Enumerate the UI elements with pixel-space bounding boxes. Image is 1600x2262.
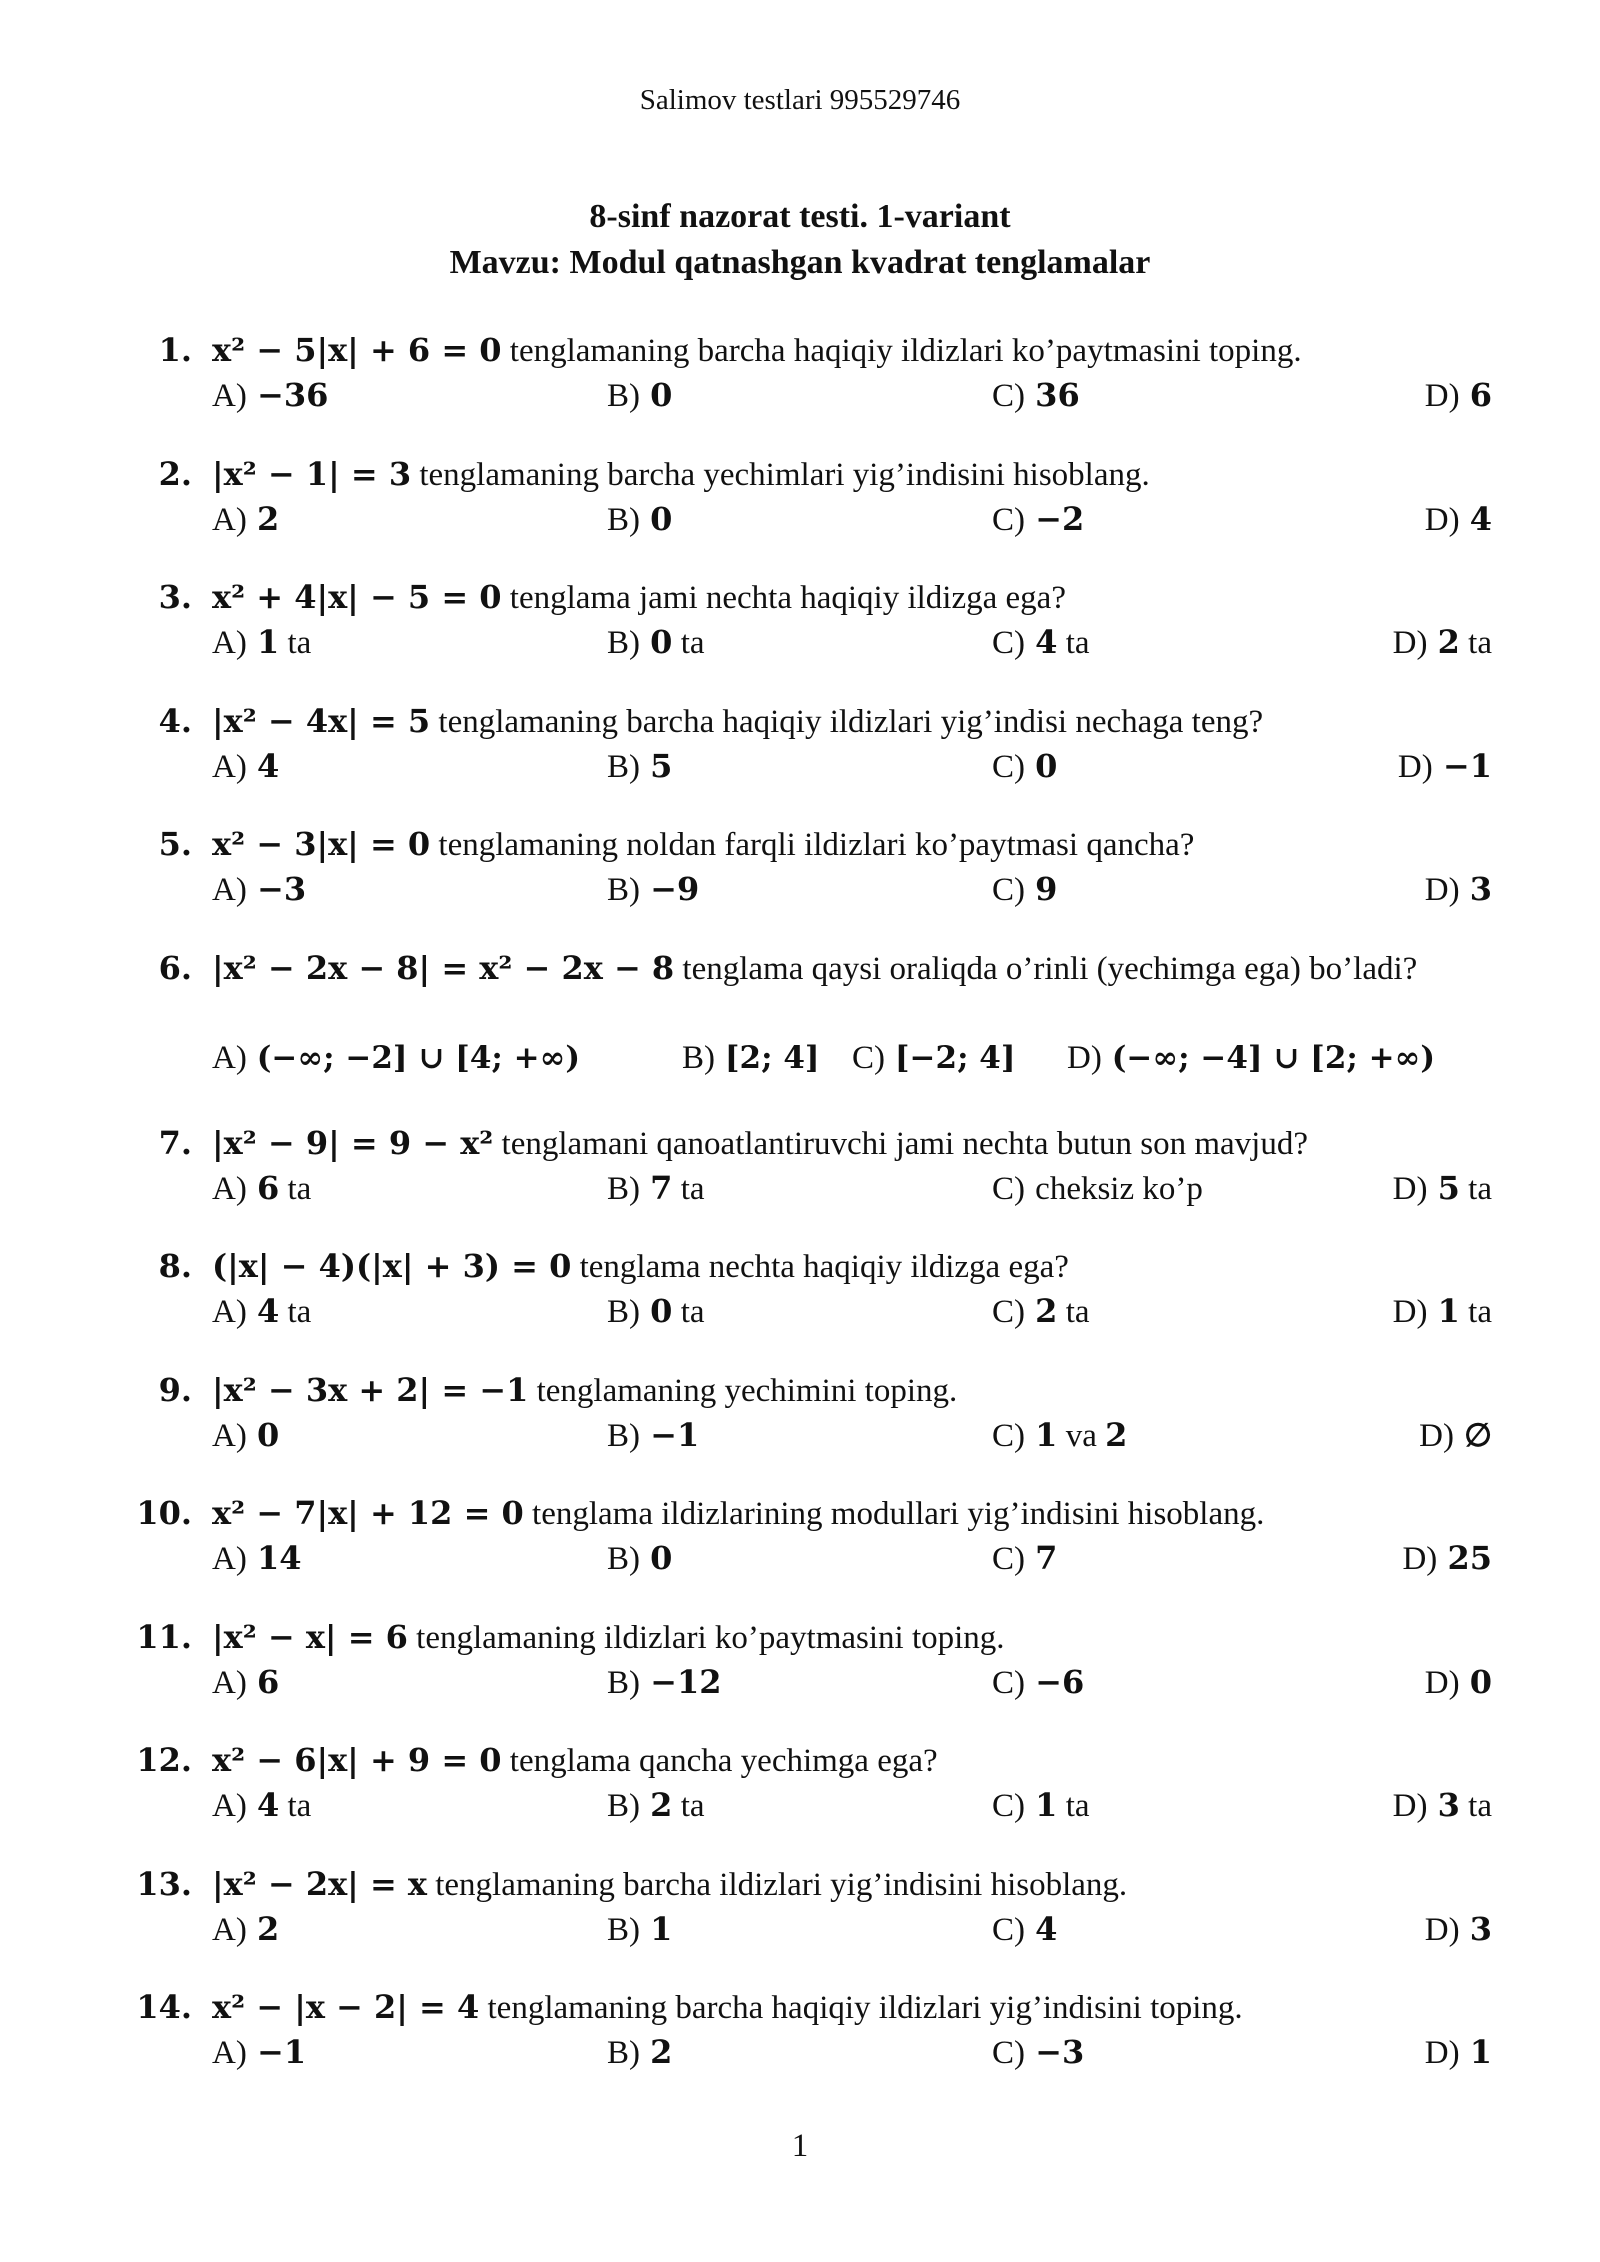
option-suffix: ta bbox=[1459, 1170, 1492, 1207]
answer-option-d[interactable] bbox=[1398, 744, 1492, 789]
answer-options bbox=[212, 867, 1492, 911]
option-value: 25 bbox=[1447, 1539, 1492, 1577]
question-number: 10. bbox=[136, 1494, 192, 1532]
answer-option-a[interactable] bbox=[212, 1660, 279, 1705]
option-value: 6 bbox=[257, 1168, 280, 1207]
answer-option-d[interactable] bbox=[1425, 1907, 1492, 1952]
option-value: 6 bbox=[257, 1662, 280, 1701]
question-number: 3. bbox=[158, 578, 192, 616]
option-letter: A) bbox=[212, 2035, 247, 2071]
option-suffix: ta bbox=[1057, 1788, 1090, 1824]
option-value: 1 bbox=[1469, 2033, 1492, 2071]
question-text bbox=[212, 575, 1492, 620]
question-text bbox=[212, 822, 1492, 867]
option-letter: C) bbox=[992, 501, 1025, 538]
answer-option-c[interactable] bbox=[992, 1166, 1203, 1211]
question-item bbox=[0, 328, 1600, 452]
question-item bbox=[0, 1985, 1600, 2109]
option-letter: A) bbox=[212, 1788, 247, 1824]
option-value: 7 bbox=[1035, 1539, 1058, 1577]
option-value: 1 bbox=[257, 623, 280, 661]
option-letter: B) bbox=[607, 378, 640, 414]
answer-option-b[interactable] bbox=[607, 373, 672, 418]
option-value: −12 bbox=[650, 1662, 722, 1701]
question-equation: x² − 7|x| + 12 = 0 bbox=[212, 1494, 524, 1532]
option-suffix: ta bbox=[672, 1294, 705, 1330]
option-letter: D) bbox=[1392, 1170, 1428, 1207]
option-letter: B) bbox=[682, 1039, 715, 1076]
answer-options bbox=[212, 744, 1492, 788]
option-letter: A) bbox=[212, 1294, 247, 1330]
option-suffix: ta bbox=[672, 625, 705, 661]
option-suffix: va bbox=[1057, 1417, 1106, 1454]
question-text bbox=[212, 1491, 1492, 1536]
question-item bbox=[0, 452, 1600, 576]
answer-option-d[interactable] bbox=[1425, 373, 1492, 418]
option-letter: B) bbox=[607, 1788, 640, 1824]
test-title bbox=[0, 194, 1600, 286]
option-value: −1 bbox=[1442, 746, 1492, 785]
option-value: 3 bbox=[1469, 870, 1492, 908]
option-value: 2 bbox=[1035, 1292, 1058, 1330]
option-letter: D) bbox=[1397, 748, 1433, 785]
option-value: 0 bbox=[650, 376, 673, 414]
option-value: −3 bbox=[257, 870, 307, 908]
option-letter: C) bbox=[992, 625, 1025, 661]
question-prompt: tenglamaning ildizlari ko’paytmasini toping. bbox=[407, 1619, 1005, 1656]
question-equation: (|x| − 4)(|x| + 3) = 0 bbox=[212, 1247, 572, 1285]
answer-option-a[interactable] bbox=[212, 867, 306, 912]
question-equation: |x² − 9| = 9 − x² bbox=[212, 1123, 494, 1162]
answer-option-b[interactable] bbox=[607, 1289, 705, 1334]
page-number: 1 bbox=[791, 2128, 809, 2164]
question-text bbox=[212, 1985, 1492, 2030]
option-value: −2 bbox=[1035, 499, 1085, 538]
option-value: (−∞; −2] ∪ [4; +∞) bbox=[256, 1039, 581, 1076]
answer-option-c[interactable] bbox=[992, 1289, 1090, 1334]
question-text bbox=[212, 1368, 1492, 1413]
question-text bbox=[212, 1121, 1492, 1166]
answer-option-d[interactable] bbox=[1393, 1289, 1492, 1334]
question-prompt: tenglamaning barcha haqiqiy ildizlari yig’indisi nechaga teng? bbox=[430, 703, 1264, 740]
answer-option-a[interactable] bbox=[212, 1413, 279, 1458]
answer-option-c[interactable] bbox=[992, 867, 1057, 912]
question-equation: x² − 5|x| + 6 = 0 bbox=[212, 331, 502, 369]
question-text bbox=[212, 452, 1492, 497]
question-item bbox=[0, 1244, 1600, 1368]
option-letter: B) bbox=[607, 748, 640, 785]
answer-option-b[interactable] bbox=[682, 1036, 820, 1080]
question-equation: x² − 3|x| = 0 bbox=[212, 825, 431, 863]
option-letter: D) bbox=[1067, 1039, 1102, 1076]
option-letter: D) bbox=[1424, 378, 1460, 414]
answer-options bbox=[212, 1036, 1492, 1080]
answer-option-b[interactable] bbox=[607, 1660, 722, 1705]
question-prompt: tenglamaning barcha ildizlari yig’indisini hisoblang. bbox=[426, 1866, 1128, 1903]
option-letter: C) bbox=[992, 748, 1025, 785]
option-letter: D) bbox=[1424, 872, 1460, 908]
option-value: 3 bbox=[1469, 1909, 1492, 1948]
option-suffix: ta bbox=[1459, 1294, 1492, 1330]
option-value: 3 bbox=[1437, 1786, 1460, 1824]
question-text bbox=[212, 328, 1492, 373]
answer-option-a[interactable] bbox=[212, 1036, 580, 1080]
question-number: 5. bbox=[158, 825, 192, 863]
option-letter: A) bbox=[212, 748, 247, 785]
option-value: 1 bbox=[1035, 1415, 1058, 1454]
question-number: 8. bbox=[158, 1247, 192, 1285]
option-value: 4 bbox=[257, 1292, 280, 1330]
option-suffix: ta bbox=[672, 1788, 705, 1824]
answer-option-b[interactable] bbox=[607, 497, 672, 542]
option-value: 4 bbox=[1035, 1909, 1058, 1948]
option-value: −36 bbox=[257, 376, 329, 414]
option-suffix: ta bbox=[1057, 1294, 1090, 1330]
answer-option-a[interactable] bbox=[212, 1783, 311, 1828]
answer-option-c[interactable] bbox=[992, 497, 1084, 542]
answer-options bbox=[212, 373, 1492, 417]
option-suffix: ta bbox=[279, 1788, 312, 1824]
option-value: 0 bbox=[650, 1292, 673, 1330]
option-letter: C) bbox=[992, 2035, 1025, 2071]
option-value: 1 bbox=[1437, 1292, 1460, 1330]
option-letter: B) bbox=[607, 625, 640, 661]
option-suffix: ta bbox=[279, 625, 312, 661]
answer-option-c[interactable] bbox=[992, 620, 1090, 665]
question-prompt: tenglamaning barcha haqiqiy ildizlari ko’paytmasini toping. bbox=[501, 333, 1302, 369]
answer-option-a[interactable] bbox=[212, 744, 279, 789]
answer-option-d[interactable] bbox=[1402, 1536, 1492, 1581]
answer-options bbox=[212, 1413, 1492, 1457]
option-letter: B) bbox=[607, 872, 640, 908]
option-value: 5 bbox=[1437, 1168, 1460, 1207]
option-letter: C) bbox=[992, 1664, 1025, 1701]
answer-option-a[interactable] bbox=[212, 1907, 279, 1952]
option-letter: A) bbox=[212, 1664, 247, 1701]
question-equation: |x² − 1| = 3 bbox=[212, 454, 412, 493]
option-value: 4 bbox=[257, 746, 280, 785]
option-value: 2 bbox=[650, 2033, 673, 2071]
option-letter: B) bbox=[607, 1541, 640, 1577]
answer-option-c[interactable] bbox=[992, 1660, 1084, 1705]
option-letter: A) bbox=[212, 501, 247, 538]
option-value-2: 2 bbox=[1105, 1415, 1128, 1454]
option-value: −9 bbox=[650, 870, 700, 908]
option-letter: A) bbox=[212, 625, 247, 661]
option-letter: D) bbox=[1424, 1664, 1460, 1701]
option-value: 2 bbox=[257, 499, 280, 538]
answer-option-d[interactable] bbox=[1425, 867, 1492, 912]
answer-option-d[interactable] bbox=[1425, 497, 1492, 542]
question-text bbox=[212, 946, 1492, 991]
option-letter: C) bbox=[992, 1294, 1025, 1330]
question-number: 9. bbox=[158, 1370, 192, 1409]
question-item bbox=[0, 822, 1600, 946]
question-text bbox=[212, 1738, 1492, 1783]
answer-option-a[interactable] bbox=[212, 373, 328, 418]
question-equation: |x² − x| = 6 bbox=[212, 1617, 408, 1656]
answer-option-a[interactable] bbox=[212, 1166, 311, 1211]
title-line-2: Mavzu: Modul qatnashgan kvadrat tenglamalar bbox=[449, 244, 1151, 281]
question-prompt: tenglamaning noldan farqli ildizlari ko’paytmasi qancha? bbox=[430, 827, 1195, 863]
question-prompt: tenglamani qanoatlantiruvchi jami nechta butun son mavjud? bbox=[493, 1125, 1308, 1162]
option-letter: D) bbox=[1402, 1541, 1438, 1577]
option-suffix: ta bbox=[1057, 625, 1090, 661]
question-number: 1. bbox=[158, 331, 192, 369]
option-letter: D) bbox=[1424, 1911, 1460, 1948]
answer-option-d[interactable] bbox=[1067, 1036, 1435, 1080]
option-letter: A) bbox=[212, 872, 247, 908]
option-letter: B) bbox=[607, 1911, 640, 1948]
option-value: −6 bbox=[1035, 1662, 1085, 1701]
answer-options bbox=[212, 1660, 1492, 1704]
option-value: 0 bbox=[650, 623, 673, 661]
option-letter: C) bbox=[992, 1541, 1025, 1577]
option-letter: D) bbox=[1419, 1417, 1454, 1454]
option-value: 4 bbox=[1035, 623, 1058, 661]
option-value: 4 bbox=[257, 1786, 280, 1824]
question-equation: |x² − 2x| = x bbox=[212, 1864, 427, 1903]
option-suffix: ta bbox=[279, 1170, 312, 1207]
option-letter: C) bbox=[992, 1788, 1025, 1824]
answer-option-c[interactable] bbox=[992, 1907, 1057, 1952]
question-equation: |x² − 3x + 2| = −1 bbox=[212, 1370, 529, 1409]
answer-option-b[interactable] bbox=[607, 867, 699, 912]
answer-option-a[interactable] bbox=[212, 1536, 302, 1581]
question-prompt: tenglama jami nechta haqiqiy ildizga ega? bbox=[501, 580, 1066, 616]
question-number: 7. bbox=[158, 1123, 192, 1162]
answer-options bbox=[212, 1166, 1492, 1210]
question-number: 13. bbox=[136, 1864, 192, 1903]
option-value: 6 bbox=[1469, 376, 1492, 414]
option-letter: C) bbox=[992, 1911, 1025, 1948]
answer-options bbox=[212, 620, 1492, 664]
question-item bbox=[0, 575, 1600, 699]
answer-option-c[interactable] bbox=[852, 1036, 1016, 1080]
question-equation: |x² − 2x − 8| = x² − 2x − 8 bbox=[212, 948, 675, 987]
option-suffix: ta bbox=[672, 1170, 705, 1207]
question-number: 12. bbox=[136, 1741, 192, 1779]
option-value: 0 bbox=[650, 499, 673, 538]
question-prompt: tenglama nechta haqiqiy ildizga ega? bbox=[571, 1249, 1069, 1285]
question-equation: |x² − 4x| = 5 bbox=[212, 701, 431, 740]
option-letter: C) bbox=[992, 1417, 1025, 1454]
option-letter: C) bbox=[852, 1039, 885, 1076]
answer-option-d[interactable] bbox=[1393, 1166, 1492, 1211]
question-number: 11. bbox=[136, 1617, 192, 1656]
answer-option-d[interactable] bbox=[1419, 1413, 1492, 1458]
question-prompt: tenglama qancha yechimga ega? bbox=[501, 1743, 938, 1779]
option-value: −1 bbox=[257, 2033, 307, 2071]
option-value: 36 bbox=[1035, 376, 1080, 414]
question-prompt: tenglama ildizlarining modullari yig’indisini hisoblang. bbox=[523, 1496, 1265, 1532]
option-value: 1 bbox=[650, 1909, 673, 1948]
answer-options bbox=[212, 2030, 1492, 2074]
answer-options bbox=[212, 1907, 1492, 1951]
answer-option-c[interactable] bbox=[992, 373, 1080, 418]
answer-option-b[interactable] bbox=[607, 620, 705, 665]
option-letter: C) bbox=[992, 378, 1025, 414]
question-item bbox=[0, 1491, 1600, 1615]
question-equation: x² − |x − 2| = 4 bbox=[212, 1988, 480, 2026]
answer-option-d[interactable] bbox=[1393, 1783, 1492, 1828]
option-letter: A) bbox=[212, 1039, 247, 1076]
option-letter: C) bbox=[992, 1170, 1025, 1207]
question-number: 14. bbox=[136, 1988, 192, 2026]
option-letter: B) bbox=[607, 1417, 640, 1454]
answer-option-a[interactable] bbox=[212, 497, 279, 542]
answer-option-a[interactable] bbox=[212, 620, 311, 665]
answer-option-a[interactable] bbox=[212, 2030, 306, 2075]
answer-option-b[interactable] bbox=[607, 2030, 672, 2075]
answer-options bbox=[212, 497, 1492, 541]
question-prompt: tenglamaning barcha haqiqiy ildizlari yig’indisini toping. bbox=[479, 1990, 1243, 2026]
option-value: ∅ bbox=[1464, 1415, 1492, 1454]
question-prompt: tenglamaning yechimini toping. bbox=[528, 1372, 958, 1409]
option-letter: B) bbox=[607, 1294, 640, 1330]
question-item bbox=[0, 1862, 1600, 1986]
answer-option-b[interactable] bbox=[607, 1166, 705, 1211]
question-text bbox=[212, 1615, 1492, 1660]
answer-option-c[interactable] bbox=[992, 2030, 1084, 2075]
option-letter: A) bbox=[212, 1541, 247, 1577]
option-value: 2 bbox=[1437, 623, 1460, 661]
option-value: [−2; 4] bbox=[894, 1039, 1016, 1076]
option-value: 14 bbox=[257, 1539, 302, 1577]
option-letter: D) bbox=[1392, 625, 1428, 661]
question-prompt: tenglama qaysi oraliqda o’rinli (yechimga ega) bo’ladi? bbox=[674, 950, 1418, 987]
answer-option-b[interactable] bbox=[607, 1413, 699, 1458]
answer-option-b[interactable] bbox=[607, 744, 672, 789]
answer-option-d[interactable] bbox=[1393, 620, 1492, 665]
answer-option-c[interactable] bbox=[992, 1536, 1057, 1581]
option-letter: A) bbox=[212, 1170, 247, 1207]
question-text bbox=[212, 1862, 1492, 1907]
question-list bbox=[0, 328, 1600, 2109]
option-value: 0 bbox=[1469, 1662, 1492, 1701]
answer-option-c[interactable] bbox=[992, 1783, 1090, 1828]
title-line-1: 8-sinf nazorat testi. 1-variant bbox=[589, 198, 1011, 235]
question-equation: x² + 4|x| − 5 = 0 bbox=[212, 578, 502, 616]
option-suffix: ta bbox=[1459, 625, 1492, 661]
option-value: (−∞; −4] ∪ [2; +∞) bbox=[1111, 1039, 1436, 1076]
option-value: [2; 4] bbox=[724, 1039, 820, 1076]
option-value: −1 bbox=[650, 1415, 700, 1454]
answer-option-a[interactable] bbox=[212, 1289, 311, 1334]
option-suffix: ta bbox=[279, 1294, 312, 1330]
option-suffix: cheksiz ko’p bbox=[1035, 1170, 1203, 1207]
option-value: 2 bbox=[650, 1786, 673, 1824]
option-letter: D) bbox=[1424, 2035, 1460, 2071]
answer-option-b[interactable] bbox=[607, 1907, 672, 1952]
question-number: 4. bbox=[158, 701, 192, 740]
answer-option-d[interactable] bbox=[1425, 2030, 1492, 2075]
option-value: 1 bbox=[1035, 1786, 1058, 1824]
option-letter: D) bbox=[1424, 501, 1460, 538]
question-equation: x² − 6|x| + 9 = 0 bbox=[212, 1741, 502, 1779]
question-number: 2. bbox=[158, 454, 192, 493]
question-text bbox=[212, 699, 1492, 744]
option-value: 0 bbox=[1035, 746, 1058, 785]
option-letter: A) bbox=[212, 1911, 247, 1948]
option-value: 4 bbox=[1469, 499, 1492, 538]
option-letter: D) bbox=[1392, 1788, 1428, 1824]
question-item bbox=[0, 1121, 1600, 1245]
option-letter: C) bbox=[992, 872, 1025, 908]
option-value: 9 bbox=[1035, 870, 1058, 908]
question-item bbox=[0, 1368, 1600, 1492]
option-letter: A) bbox=[212, 378, 247, 414]
answer-options bbox=[212, 1536, 1492, 1580]
option-letter: D) bbox=[1392, 1294, 1428, 1330]
question-item bbox=[0, 1738, 1600, 1862]
option-value: 0 bbox=[650, 1539, 673, 1577]
option-value: −3 bbox=[1035, 2033, 1085, 2071]
option-letter: B) bbox=[607, 1170, 640, 1207]
option-value: 2 bbox=[257, 1909, 280, 1948]
question-prompt: tenglamaning barcha yechimlari yig’indisini hisoblang. bbox=[411, 456, 1150, 493]
answer-options bbox=[212, 1783, 1492, 1827]
option-letter: B) bbox=[607, 2035, 640, 2071]
answer-options bbox=[212, 1289, 1492, 1333]
answer-option-b[interactable] bbox=[607, 1536, 672, 1581]
option-suffix: ta bbox=[1459, 1788, 1492, 1824]
option-value: 0 bbox=[257, 1415, 280, 1454]
answer-option-c[interactable] bbox=[992, 1413, 1127, 1458]
answer-option-c[interactable] bbox=[992, 744, 1057, 789]
option-letter: B) bbox=[607, 1664, 640, 1701]
option-value: 7 bbox=[650, 1168, 673, 1207]
option-letter: A) bbox=[212, 1417, 247, 1454]
question-text bbox=[212, 1244, 1492, 1289]
answer-option-b[interactable] bbox=[607, 1783, 705, 1828]
answer-option-d[interactable] bbox=[1425, 1660, 1492, 1705]
question-item bbox=[0, 1615, 1600, 1739]
question-number: 6. bbox=[158, 948, 192, 987]
page-header: Salimov testlari 995529746 bbox=[639, 84, 961, 116]
question-item bbox=[0, 699, 1600, 823]
option-value: 5 bbox=[650, 746, 673, 785]
question-item bbox=[0, 946, 1600, 1121]
option-letter: B) bbox=[607, 501, 640, 538]
